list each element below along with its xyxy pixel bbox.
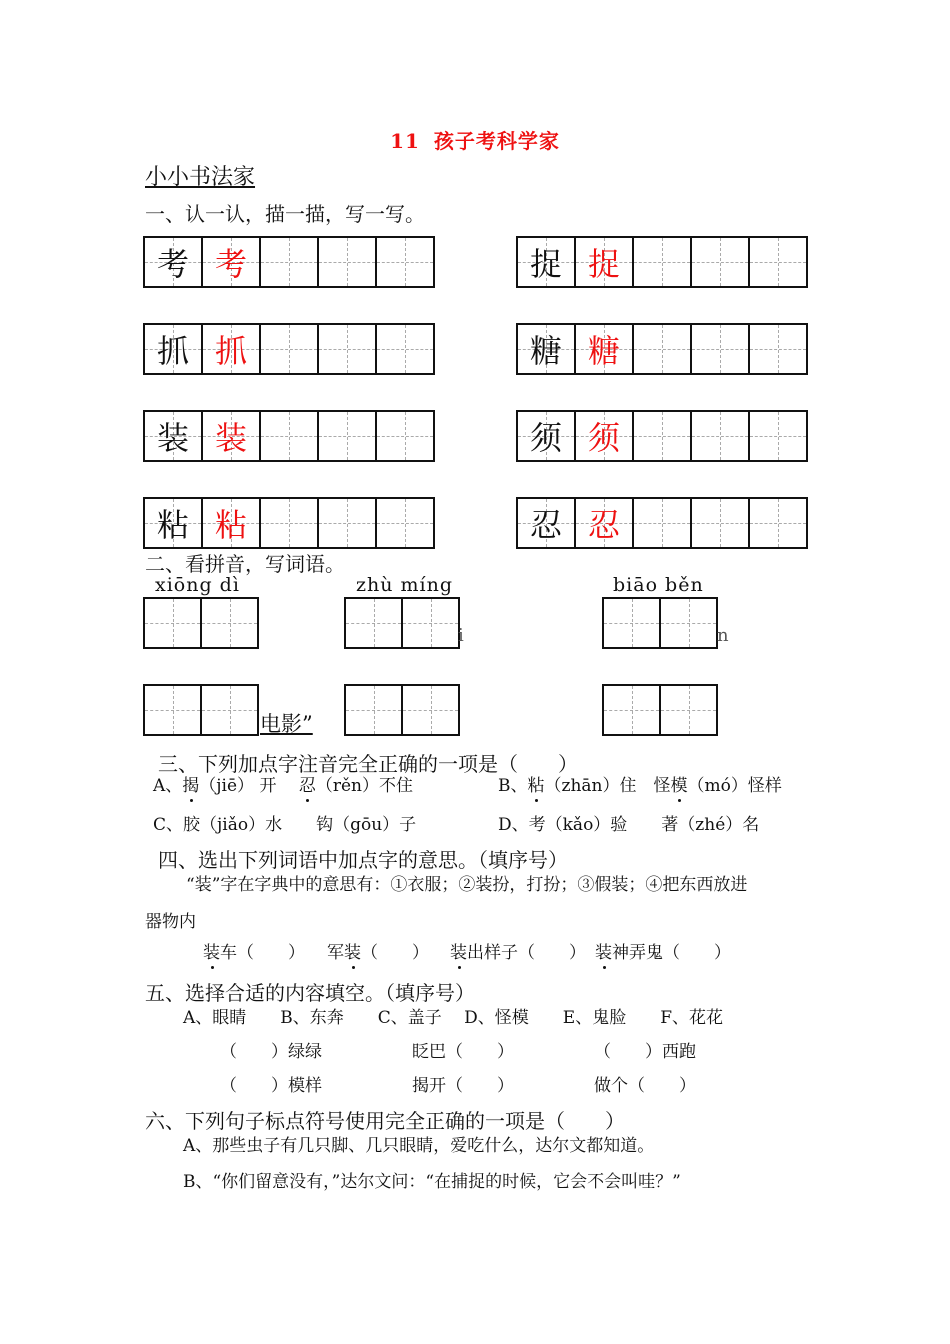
trace-char: 粘	[214, 506, 247, 544]
trace-char: 捉	[587, 245, 620, 283]
tianzige-row-right-1	[516, 236, 808, 288]
item-text: 车（ ）	[220, 943, 305, 963]
item-text: 军	[327, 943, 344, 963]
option-b	[498, 771, 782, 796]
blank-cell[interactable]	[661, 684, 718, 736]
tianzige-row-right-3	[516, 410, 808, 462]
option-b-text2: （mó）怪样	[687, 776, 782, 796]
model-char: 糖	[529, 332, 562, 370]
dotted-char: 装	[344, 943, 361, 963]
item-text: （ ）	[361, 943, 429, 963]
blank-cell[interactable]	[634, 410, 692, 462]
blank-cell[interactable]	[319, 497, 377, 549]
word-box-6	[602, 684, 718, 736]
page-title	[0, 125, 950, 154]
lesson-number: 11	[390, 129, 420, 153]
char-cell	[518, 497, 576, 549]
blank-cell[interactable]	[319, 323, 377, 375]
model-char: 考	[156, 245, 189, 283]
option-a	[153, 771, 413, 796]
tianzige-row-right-4	[516, 497, 808, 549]
lesson-title: 孩子考科学家	[433, 129, 560, 153]
tianzige-row-left-2	[143, 323, 435, 375]
trace-char: 装	[214, 419, 247, 457]
word-box-3	[602, 597, 718, 649]
dotted-char: 装	[450, 943, 467, 963]
word-box-4	[143, 684, 259, 736]
blank-1: （ ）绿绿	[220, 1042, 322, 1062]
blank-cell[interactable]	[377, 410, 435, 462]
model-char: 粘	[156, 506, 189, 544]
option-a-text2: （rěn）不住	[315, 776, 413, 796]
blank-cell[interactable]	[145, 597, 202, 649]
blank-2: 眨巴（ ）	[412, 1042, 514, 1062]
item-4	[595, 938, 731, 963]
option-a-label: A、	[153, 776, 183, 796]
subtitle: 小小书法家	[145, 165, 256, 190]
dotted-char: 忍	[298, 776, 316, 796]
blank-cell[interactable]	[604, 684, 661, 736]
item-3	[450, 938, 586, 963]
trace-char: 忍	[587, 506, 620, 544]
section5-options: A、眼睛 B、东奔 C、盖子 D、怪模 E、鬼脸 F、花花	[183, 1008, 724, 1028]
char-cell	[576, 236, 634, 288]
blank-cell[interactable]	[202, 597, 259, 649]
dotted-char: 粘	[527, 776, 545, 796]
option-a-text: （jiē） 开	[199, 776, 299, 796]
section4-desc: “装”字在字典中的意思有：①衣服；②装扮，打扮；③假装；④把东西放进	[186, 875, 748, 895]
model-char: 捉	[529, 245, 562, 283]
char-cell	[203, 236, 261, 288]
model-char: 忍	[529, 506, 562, 544]
pinyin-1: xiōng dì	[155, 574, 240, 596]
word-box-2	[344, 597, 460, 649]
blank-5: 揭开（ ）	[412, 1076, 514, 1096]
blank-cell[interactable]	[145, 684, 202, 736]
char-cell	[203, 323, 261, 375]
blank-cell[interactable]	[261, 410, 319, 462]
blank-6: 做个（ ）	[594, 1076, 696, 1096]
char-cell	[518, 410, 576, 462]
option-b-text: （zhān）住 怪	[544, 776, 671, 796]
blank-cell[interactable]	[692, 236, 750, 288]
blank-cell[interactable]	[261, 236, 319, 288]
char-cell	[145, 497, 203, 549]
blank-cell[interactable]	[261, 497, 319, 549]
word-box-5	[344, 684, 460, 736]
char-cell	[576, 497, 634, 549]
blank-cell[interactable]	[403, 684, 460, 736]
char-cell	[518, 236, 576, 288]
blank-cell[interactable]	[750, 236, 808, 288]
trace-char: 糖	[587, 332, 620, 370]
item-text: 神弄鬼（ ）	[612, 943, 731, 963]
blank-cell[interactable]	[661, 597, 718, 649]
trace-char: 考	[214, 245, 247, 283]
blank-cell[interactable]	[750, 410, 808, 462]
item-1	[203, 938, 305, 963]
blank-cell[interactable]	[377, 497, 435, 549]
blank-cell[interactable]	[346, 597, 403, 649]
blank-cell[interactable]	[692, 497, 750, 549]
section2-heading: 二、看拼音，写词语。	[145, 552, 345, 576]
char-cell	[203, 497, 261, 549]
char-cell	[203, 410, 261, 462]
dotted-char: 揭	[182, 776, 200, 796]
punct-option-a: A、那些虫子有几只脚、几只眼睛，爱吃什么，达尔文都知道。	[183, 1136, 655, 1156]
blank-cell[interactable]	[202, 684, 259, 736]
trace-char: 抓	[214, 332, 247, 370]
pinyin-2: zhù míng	[356, 574, 454, 596]
blank-cell[interactable]	[377, 236, 435, 288]
section3-heading: 三、下列加点字注音完全正确的一项是（ ）	[158, 752, 578, 776]
blank-cell[interactable]	[750, 323, 808, 375]
section1-heading: 一、认一认，描一描，写一写。	[145, 202, 425, 226]
option-d: D、考（kǎo）验 著（zhé）名	[498, 815, 760, 835]
char-cell	[145, 236, 203, 288]
blank-cell[interactable]	[377, 323, 435, 375]
blank-cell[interactable]	[692, 410, 750, 462]
section5-heading: 五、选择合适的内容填空。（填序号）	[145, 981, 475, 1005]
blank-cell[interactable]	[634, 323, 692, 375]
blank-cell[interactable]	[261, 323, 319, 375]
blank-4: （ ）模样	[220, 1076, 322, 1096]
option-b-label: B、	[498, 776, 528, 796]
model-char: 装	[156, 419, 189, 457]
stray-fragment-3: 电影”	[260, 712, 313, 736]
tianzige-row-left-4	[143, 497, 435, 549]
model-char: 抓	[156, 332, 189, 370]
blank-cell[interactable]	[634, 236, 692, 288]
section4-desc-cont: 器物内	[145, 912, 196, 932]
section4-heading: 四、选出下列词语中加点字的意思。（填序号）	[158, 848, 568, 872]
trace-char: 须	[587, 419, 620, 457]
blank-cell[interactable]	[692, 323, 750, 375]
blank-cell[interactable]	[750, 497, 808, 549]
stray-fragment-2: n	[717, 625, 729, 646]
blank-cell[interactable]	[634, 497, 692, 549]
blank-cell[interactable]	[346, 684, 403, 736]
pinyin-3: biāo běn	[613, 574, 704, 596]
blank-cell[interactable]	[319, 236, 377, 288]
dotted-char: 装	[595, 943, 612, 963]
blank-cell[interactable]	[319, 410, 377, 462]
tianzige-row-right-2	[516, 323, 808, 375]
dotted-char: 装	[203, 943, 220, 963]
char-cell	[145, 410, 203, 462]
blank-3: （ ）西跑	[594, 1042, 696, 1062]
stray-fragment-1: i	[458, 625, 464, 646]
char-cell	[518, 323, 576, 375]
item-text: 出样子（ ）	[467, 943, 586, 963]
punct-option-b: B、“你们留意没有，”达尔文问：“在捕捉的时候，它会不会叫哇？”	[183, 1172, 681, 1192]
char-cell	[576, 410, 634, 462]
item-2	[327, 938, 429, 963]
dotted-char: 模	[670, 776, 688, 796]
blank-cell[interactable]	[604, 597, 661, 649]
tianzige-row-left-1	[143, 236, 435, 288]
section6-heading: 六、下列句子标点符号使用完全正确的一项是（ ）	[145, 1109, 625, 1133]
word-box-1	[143, 597, 259, 649]
option-c: C、胶（jiǎo）水 钩（gōu）子	[153, 815, 417, 835]
blank-cell[interactable]	[403, 597, 460, 649]
char-cell	[576, 323, 634, 375]
char-cell	[145, 323, 203, 375]
tianzige-row-left-3	[143, 410, 435, 462]
model-char: 须	[529, 419, 562, 457]
